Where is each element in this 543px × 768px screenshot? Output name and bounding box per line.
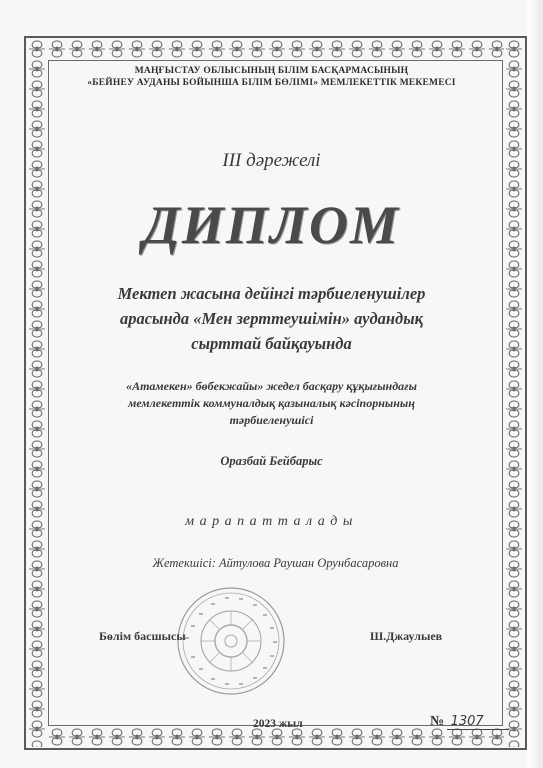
competition-line-3: сырттай байқауында (191, 334, 352, 353)
organization-line-1: «Атамекен» бөбекжайы» жедел басқару құқығындағы (126, 379, 417, 393)
number-sign: № (430, 714, 445, 729)
organization-line-2: мемлекеттік коммуналдық қазыналық кәсіпорнының (128, 396, 415, 410)
department-head-name: Ш.Джаулыев (370, 629, 443, 643)
recipient-name: Оразбай Бейбарыс (220, 454, 323, 468)
awarded-text: марапатталады (185, 514, 358, 529)
ornament-border-bottom (27, 727, 524, 747)
issue-year: 2023 жыл (253, 718, 303, 730)
department-head-label: Бөлім басшысы (99, 629, 186, 643)
organization-line-3: тәрбиеленушісі (229, 413, 314, 427)
official-seal-stamp (175, 585, 287, 697)
issuer-header-line-1: МАҢҒЫСТАУ ОБЛЫСЫНЫҢ БІЛІМ БАСҚАРМАСЫНЫҢ (134, 66, 409, 76)
issuer-header-line-2: «БЕЙНЕУ АУДАНЫ БОЙЫНША БІЛІМ БӨЛІМІ» МЕМЛЕКЕТТІК МЕКЕМЕСІ (87, 78, 456, 88)
diploma-number (430, 714, 484, 730)
competition-line-1: Мектеп жасына дейінгі тәрбиеленушілер (117, 284, 426, 303)
number-underline (447, 729, 509, 730)
number-value: 1307 (450, 714, 484, 729)
diploma-degree: III дәрежелі (222, 150, 321, 171)
supervisor-line: Жетекшісі: Айтулова Раушан Орунбасаровна (152, 556, 399, 570)
diploma-title: ДИПЛОМ (143, 195, 400, 255)
competition-line-2: арасында «Мен зерттеушімін» аудандық (119, 309, 424, 328)
ornament-border-top (27, 39, 524, 59)
